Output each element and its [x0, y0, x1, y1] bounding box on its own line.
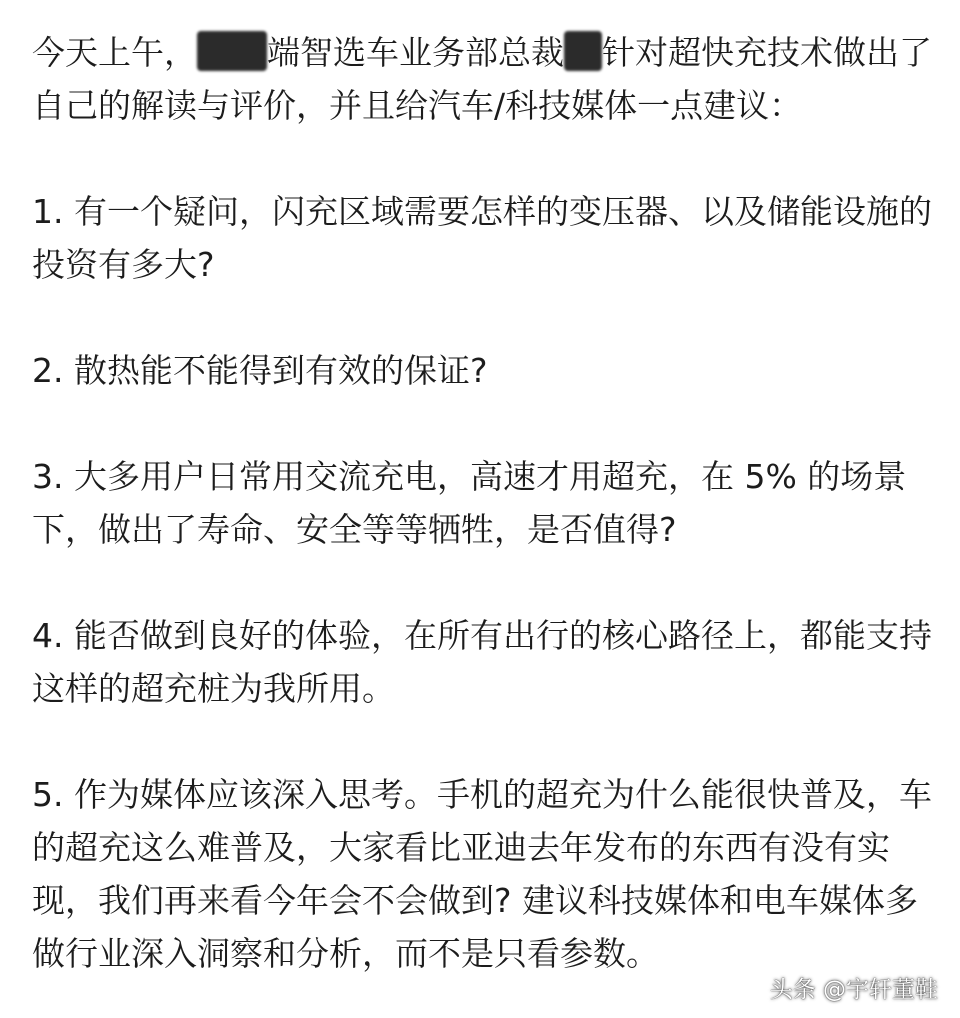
point-5: 5. 作为媒体应该深入思考。手机的超充为什么能很快普及，车的超充这么难普及，大家看比亚迪去年发布的东西有没有实现，我们再来看今年会不会做到? 建议科技媒体和电车媒体多做行业深入洞察和分析，而不是只看参数。 [32, 775, 932, 973]
point-3: 3. 大多用户日常用交流充电，高速才用超充，在 5% 的场景下，做出了寿命、安全等等牺牲，是否值得? [32, 457, 907, 549]
watermark: 头条 @宇轩董鞋 [769, 977, 938, 1003]
point-1: 1. 有一个疑问，闪充区域需要怎样的变压器、以及储能设施的投资有多大? [32, 192, 932, 284]
point-2: 2. 散热能不能得到有效的保证? [32, 351, 488, 390]
intro-text-mid: 端智选车业务部总裁 [267, 33, 564, 72]
intro-text-start: 今天上午， [32, 33, 197, 72]
point-4: 4. 能否做到良好的体验，在所有出行的核心路径上，都能支持这样的超充桩为我所用。 [32, 616, 932, 708]
redaction-block [197, 31, 267, 71]
post-body [32, 26, 932, 980]
redaction-block [564, 31, 602, 71]
intro-text-end: 针对超快充技术做出了自己的解读与评价，并且给汽车/科技媒体一点建议： [32, 33, 932, 125]
intro-paragraph [32, 26, 932, 132]
